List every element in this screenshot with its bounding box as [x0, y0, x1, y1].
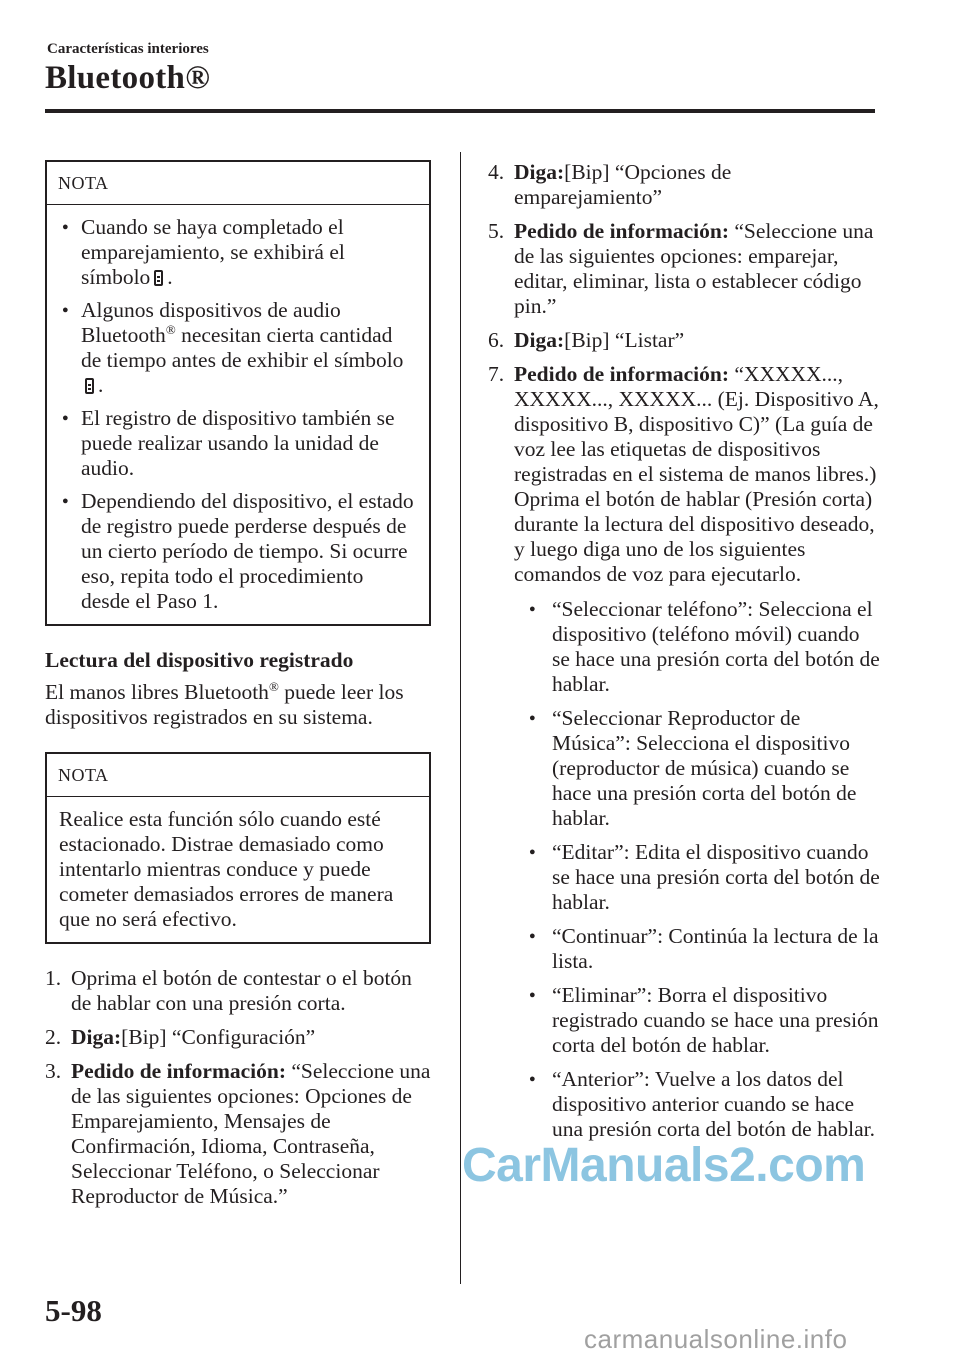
intro-paragraph: El manos libres Bluetooth® puede leer los dispositivos registrados en su sistema.: [45, 678, 404, 729]
step-item: 5. Pedido de información: “Seleccione una de las siguientes opciones: emparejar, editar, eliminar, lista o establecer código pin.”: [488, 219, 874, 318]
step-item: 6. Diga:[Bip] “Listar”: [488, 328, 685, 352]
section-label: Características interiores: [47, 41, 209, 57]
bluetooth-connected-icon: [85, 378, 94, 394]
list-item: ● El registro de dispositivo también se puede realizar usando la unidad de audio.: [59, 406, 417, 481]
page-number: 5-98: [45, 1293, 102, 1328]
step-item: 4. Diga:[Bip] “Opciones de emparejamiento”: [488, 160, 732, 209]
list-item: ● “Editar”: Edita el dispositivo cuando se hace una presión corta del botón de hablar.: [526, 840, 880, 915]
note-body: [47, 205, 429, 624]
list-item: ● “Seleccionar Reproductor de Música”: Selecciona el dispositivo (reproductor de música) cuando se hace una presión corta del botón de hablar.: [526, 706, 880, 831]
list-item: ● “Eliminar”: Borra el dispositivo registrado cuando se hace una presión corta del botón de hablar.: [526, 983, 880, 1058]
section-heading: Lectura del dispositivo registrado: [45, 648, 354, 672]
steps-list: [488, 160, 880, 1142]
list-item: ● “Anterior”: Vuelve a los datos del dispositivo anterior cuando se hace una presión corta del botón de hablar.: [526, 1067, 880, 1142]
note-body: Realice esta función sólo cuando esté estacionado. Distrae demasiado como intentarlo mientras conduce y puede cometer demasiados errores de manera que no será efectivo.: [59, 807, 394, 931]
right-column: [488, 160, 880, 1151]
list-item: ● “Seleccionar teléfono”: Selecciona el dispositivo (teléfono móvil) cuando se hace una presión corta del botón de hablar.: [526, 597, 880, 697]
note-list: [59, 215, 417, 614]
voice-commands-list: [514, 597, 880, 1142]
left-column: [45, 160, 431, 1218]
steps-list: [45, 966, 431, 1209]
note-title: NOTA: [47, 754, 429, 797]
list-item: ● Algunos dispositivos de audio Bluetooth® necesitan cierta cantidad de tiempo antes de exhibir el símbolo .: [59, 298, 417, 398]
list-item: ● “Continuar”: Continúa la lectura de la lista.: [526, 924, 880, 974]
column-divider: [460, 152, 461, 1284]
list-item: ● Cuando se haya completado el emparejamiento, se exhibirá el símbolo .: [59, 215, 417, 290]
step-item: 7. Pedido de información: “XXXXX..., XXXXX..., XXXXX... (Ej. Dispositivo A, dispositivo B, dispositivo C)” (La guía de voz lee las etiquetas de dispositivos registradas en el sistema de manos libres.) Oprima el botón de hablar (Presión corta) durante la lectura del dispositivo deseado, y luego diga uno de los siguientes comandos de voz para ejecutarlo. ● “Seleccionar teléfono”: Selecciona el dispositivo (teléfono móvil) cuando se hace una presión corta del botón de hablar. ● “Seleccionar Reproductor de Música”: Selecciona el dispositivo (reproductor de música) cuando se hace una presión corta del botón de hablar. ● “Editar”: Edita el dispositivo cuando se hace una presión corta del botón de hablar. ● “Continuar”: Continúa la lectura de la lista. ● “Eliminar”: Borra el dispositivo registrado cuando se hace una presión corta del botón de hablar. ● “Anterior”: Vuelve a los datos del dispositivo anterior cuando se hace una presión corta del botón de hablar.: [488, 362, 880, 1142]
page-title: Bluetooth®: [45, 60, 211, 96]
bluetooth-connected-icon: [154, 270, 163, 286]
watermark-site: CarManuals2.com: [462, 1139, 866, 1192]
watermark-url: carmanualsonline.info: [584, 1324, 848, 1354]
list-item: ● Dependiendo del dispositivo, el estado de registro puede perderse después de un cierto período de tiempo. Si ocurre eso, repita todo el procedimiento desde el Paso 1.: [59, 489, 417, 614]
note-title: NOTA: [47, 162, 429, 205]
note-box: [45, 160, 431, 626]
step-item: 3. Pedido de información: “Seleccione una de las siguientes opciones: Opciones de Emparejamiento, Mensajes de Confirmación, Idioma, Contraseña, Seleccionar Teléfono, o Seleccionar Reproductor de Música.”: [45, 1059, 431, 1208]
header-rule: [45, 109, 875, 113]
step-item: 2. Diga:[Bip] “Configuración”: [45, 1025, 316, 1049]
step-item: 1. Oprima el botón de contestar o el botón de hablar con una presión corta.: [45, 966, 412, 1015]
note-box: [45, 752, 431, 944]
